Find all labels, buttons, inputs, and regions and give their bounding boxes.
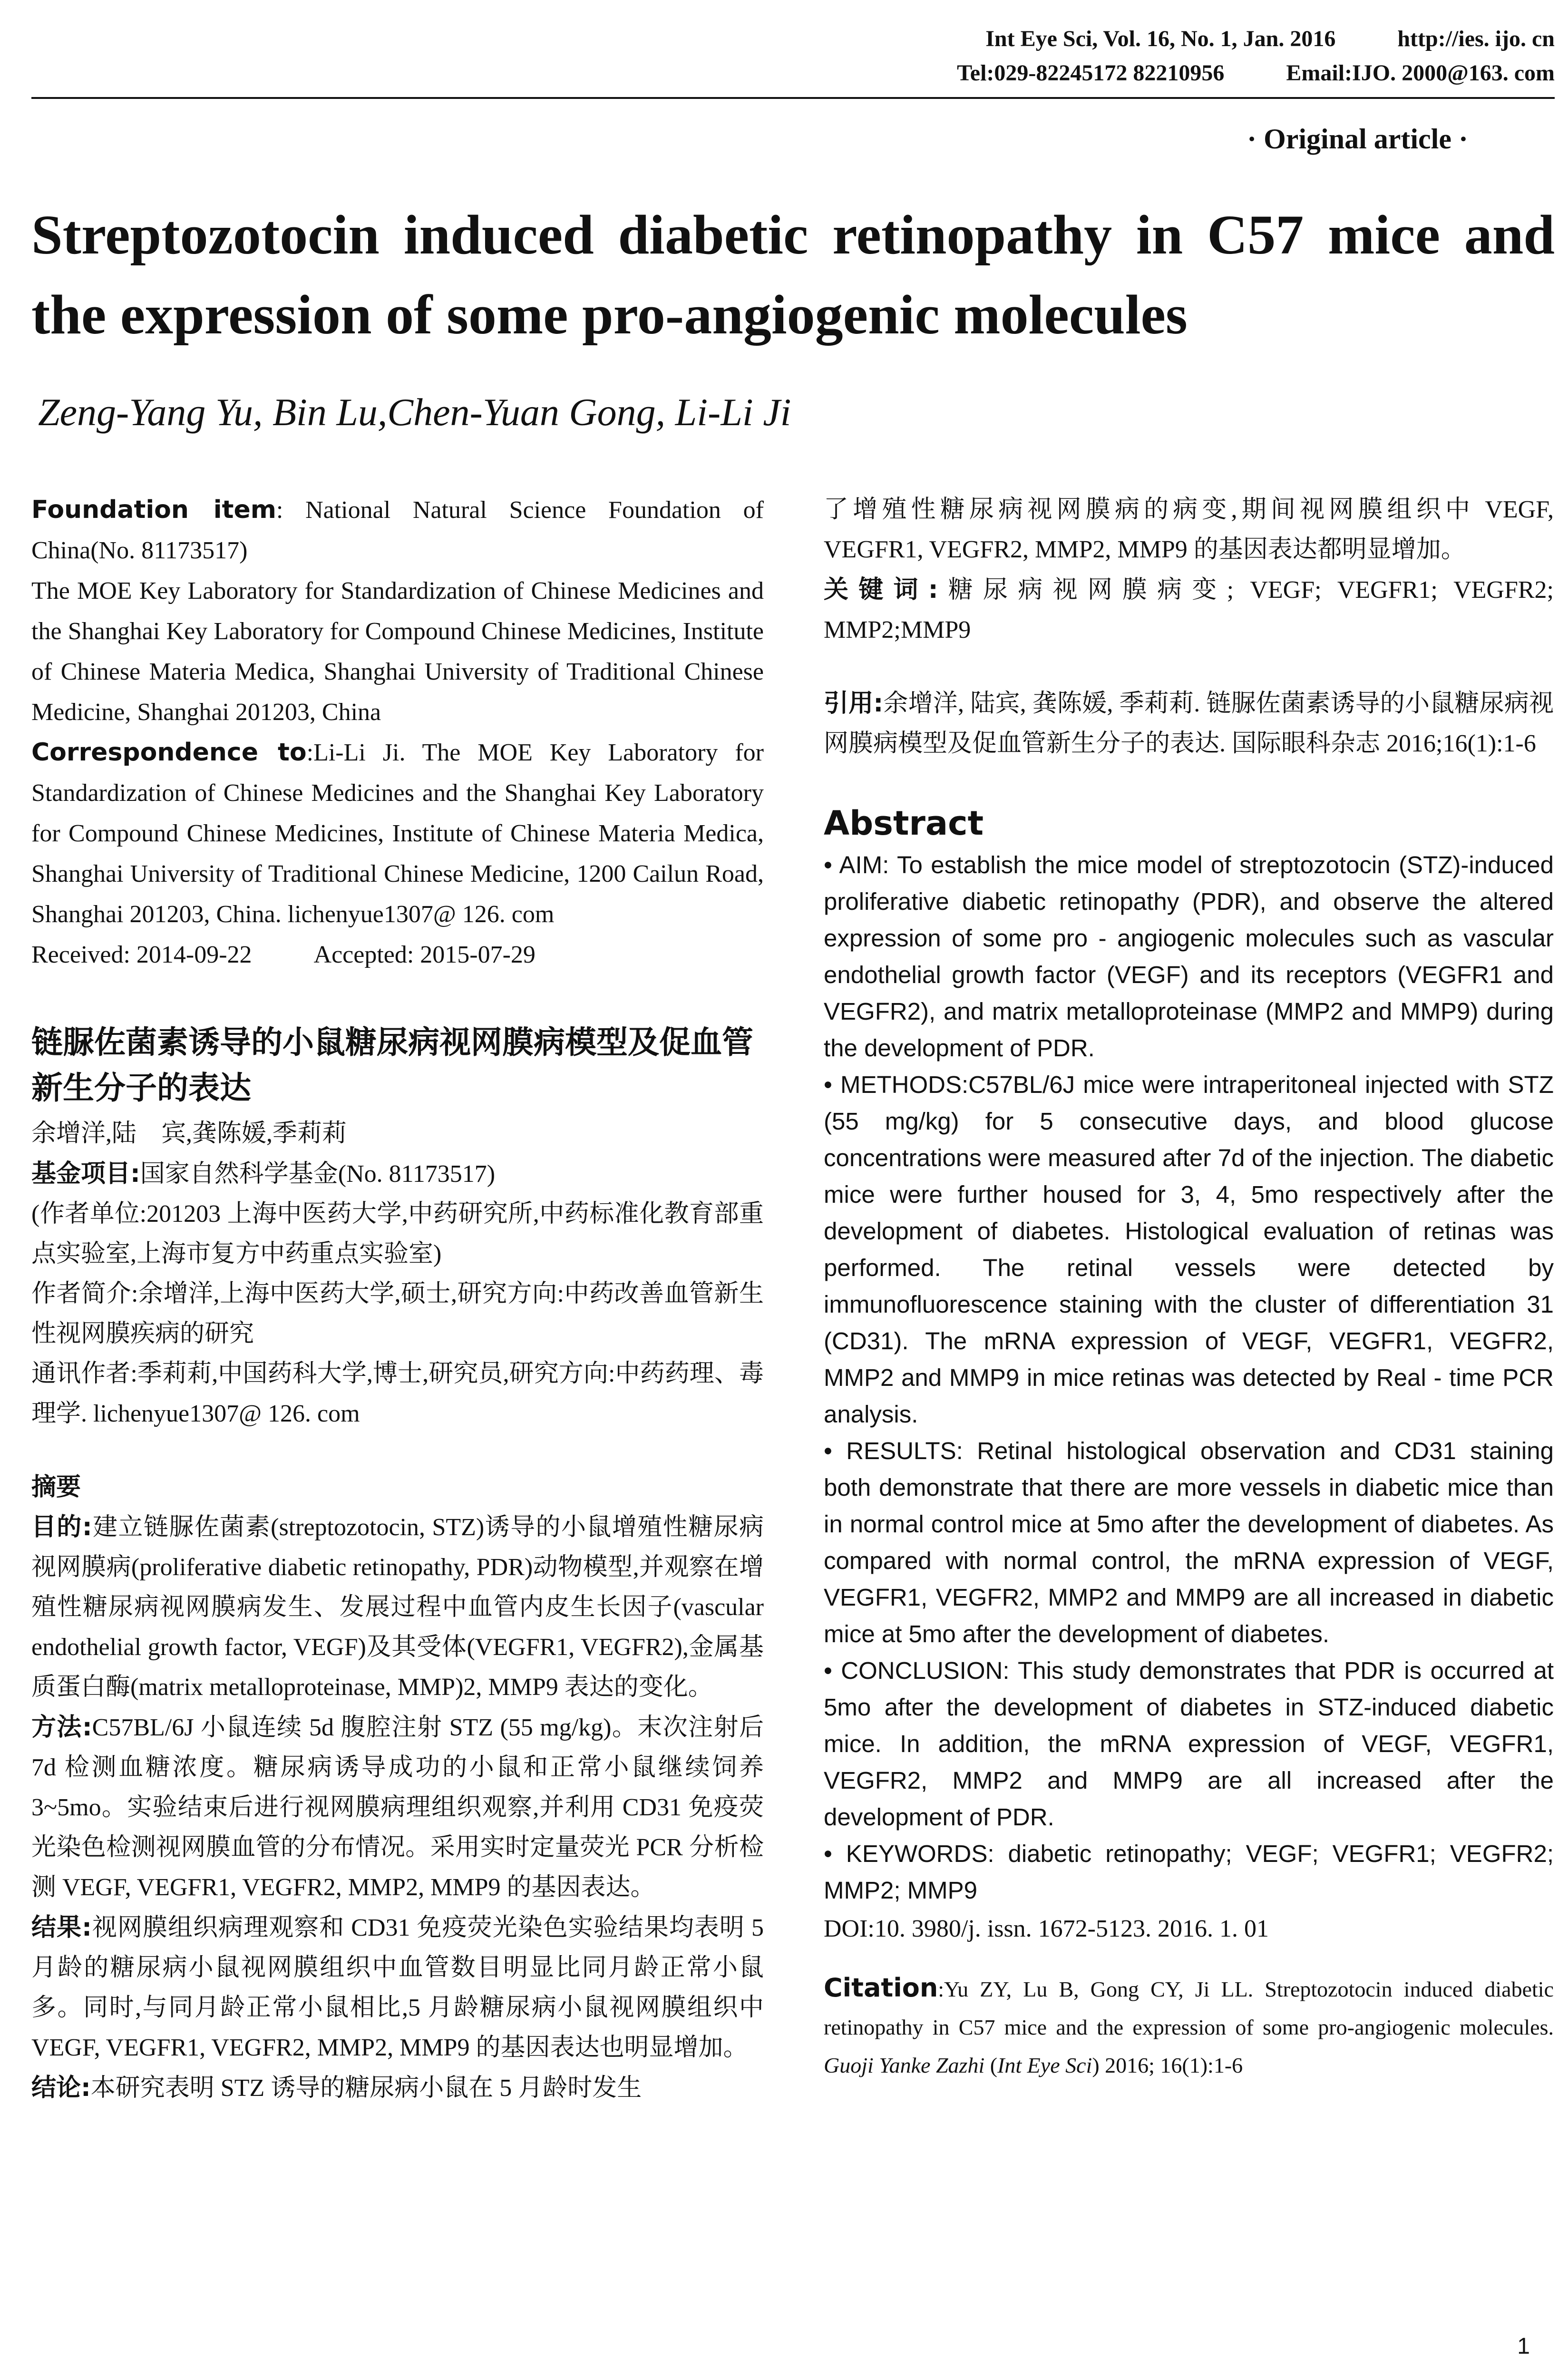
chinese-citation-text: 余增洋, 陆宾, 龚陈媛, 季莉莉. 链脲佐菌素诱导的小鼠糖尿病视网膜病模型及促血管新生分子的表达. 国际眼科杂志 2016;16(1):1-6 [824, 690, 1554, 757]
citation-journal: Guoji Yanke Zazhi [824, 2053, 985, 2077]
header-line-2 [31, 56, 1555, 90]
abstract-results: • RESULTS: Retinal histological observation and CD31 staining both demonstrate that there are more vessels in diabetic mice than in normal control mice at 5mo after the development of diabetes. As compared with normal control, the mRNA expression of VEGF, VEGFR1, VEGFR2, MMP2 and MMP9 are all increased in diabetic mice at 5mo after the development of diabetes. [824, 1437, 1554, 1647]
correspondence-text: :Li-Li Ji. The MOE Key Laboratory for Standardization of Chinese Medicines and the Shanghai Key Laboratory for Compound Chinese Medicines, Institute of Chinese Materia Medica, Shanghai University of Traditional Chinese Medicine, 1200 Cailun Road, Shanghai 201203, China. lichenyue1307@ 126. com [31, 739, 764, 928]
chinese-citation-label: 引用: [824, 689, 884, 718]
paper-title: Streptozotocin induced diabetic retinopathy in C57 mice and the expression of some pro-angiogenic molecules [31, 204, 1555, 346]
left-column [31, 490, 764, 2108]
foundation-text: : National Natural Science Foundation of China(No. 81173517) [31, 497, 764, 564]
chinese-results-text: 视网膜组织病理观察和 CD31 免疫荧光染色实验结果均表明 5 月龄的糖尿病小鼠视网膜组织中血管数目明显比同月龄正常小鼠多。同时,与同月龄正常小鼠相比,5 月龄糖尿病小鼠视网膜组织中 VEGF, VEGFR1, VEGFR2, MMP2, MMP9 的基因表达也明显增加。 [31, 1914, 764, 2061]
chinese-fund-label: 基金项目: [31, 1159, 140, 1188]
chinese-conclusion [31, 2068, 764, 2108]
spacer [824, 1949, 1554, 1969]
chinese-results [31, 1908, 764, 2068]
journal-info: Int Eye Sci, Vol. 16, No. 1, Jan. 2016 [985, 26, 1336, 51]
abstract-methods: • METHODS:C57BL/6J mice were intraperitoneal injected with STZ (55 mg/kg) for 5 consecutive days, and blood glucose concentrations were measured after 7d of the injection. The diabetic mice were further housed for 3, 4, 5mo respectively after the development of diabetes. Histological evaluation of retinas was performed. The retinal vessels were detected by immunofluorescence staining with the cluster of differentiation 31 (CD31). The mRNA expression of VEGF, VEGFR1, VEGFR2, MMP2 and MMP9 in mice retinas was detected by Real - time PCR analysis. [824, 1071, 1554, 1428]
foundation-item [31, 490, 764, 571]
received-date: Received: 2014-09-22 [31, 941, 252, 968]
chinese-results-label: 结果: [31, 1913, 92, 1942]
chinese-abstract-heading: 摘要 [31, 1473, 81, 1501]
citation-text: :Yu ZY, Lu B, Gong CY, Ji LL. Streptozotocin induced diabetic retinopathy in C57 mice and the expression of some pro-angiogenic molecules. [824, 1977, 1554, 2039]
chinese-author-intro: 作者简介:余增洋,上海中医药大学,硕士,研究方向:中药改善血管新生性视网膜疾病的研究 [31, 1280, 764, 1347]
chinese-keywords [824, 570, 1554, 650]
affiliation: The MOE Key Laboratory for Standardization of Chinese Medicines and the Shanghai Key Laboratory for Compound Chinese Medicines, Institute of Chinese Materia Medica, Shanghai University of Traditional Chinese Medicine, Shanghai 201203, China [31, 577, 764, 726]
chinese-methods-label: 方法: [31, 1713, 92, 1742]
chinese-conclusion-text: 本研究表明 STZ 诱导的糖尿病小鼠在 5 月龄时发生 [90, 2075, 642, 2102]
page-number: 1 [1517, 2334, 1530, 2359]
chinese-fund-text: 国家自然科学基金(No. 81173517) [140, 1160, 496, 1188]
chinese-aim [31, 1507, 764, 1707]
foundation-label: Foundation item [31, 496, 276, 524]
spacer [824, 650, 1554, 683]
chinese-keywords-text: 糖尿病视网膜病变; VEGF; VEGFR1; VEGFR2; MMP2;MMP9 [824, 576, 1554, 643]
journal-url[interactable]: http://ies. ijo. cn [1397, 26, 1555, 51]
right-column [824, 490, 1554, 2085]
header-divider [31, 97, 1555, 99]
chinese-citation [824, 683, 1554, 764]
citation-paren: ( [984, 2053, 998, 2077]
citation-label: Citation [824, 1973, 938, 2003]
chinese-conclusion-label: 结论: [31, 2074, 91, 2102]
chinese-affiliation: (作者单位:201203 上海中医药大学,中药研究所,中药标准化教育部重点实验室,上海市复方中药重点实验室) [31, 1200, 764, 1267]
article-type: · Original article · [1247, 123, 1468, 155]
chinese-methods-text: C57BL/6J 小鼠连续 5d 腹腔注射 STZ (55 mg/kg)。末次注射后 7d 检测血糖浓度。糖尿病诱导成功的小鼠和正常小鼠继续饲养 3~5mo。实验结束后进行视网膜病理组织观察,并利用 CD31 免疫荧光染色检测视网膜血管的分布情况。采用实时定量荧光 PCR 分析检测 VEGF, VEGFR1, VEGFR2, MMP2, MMP9 的基因表达。 [31, 1714, 764, 1901]
chinese-authors: 余增洋,陆 宾,龚陈媛,季莉莉 [31, 1120, 347, 1147]
abstract-aim: • AIM: To establish the mice model of streptozotocin (STZ)-induced proliferative diabetic retinopathy (PDR), and observe the altered expression of some pro - angiogenic molecules such as vascular endothelial growth factor (VEGF) and its receptors (VEGFR1 and VEGFR2), and matrix metalloproteinase (MMP2 and MMP9) during the development of PDR. [824, 851, 1554, 1062]
citation-tail: ) 2016; 16(1):1-6 [1092, 2053, 1243, 2077]
chinese-title: 链脲佐菌素诱导的小鼠糖尿病视网膜病模型及促血管新生分子的表达 [31, 1024, 753, 1106]
abstract-heading: Abstract [824, 804, 984, 843]
header-line-1 [31, 22, 1555, 56]
abstract-keywords: • KEYWORDS: diabetic retinopathy; VEGF; VEGFR1; VEGFR2; MMP2; MMP9 [824, 1840, 1554, 1904]
journal-email[interactable]: Email:IJO. 2000@163. com [1286, 60, 1555, 86]
received-accepted [31, 935, 764, 975]
citation [824, 1969, 1554, 2085]
chinese-corresponding: 通讯作者:季莉莉,中国药科大学,博士,研究员,研究方向:中药药理、毒理学. lichenyue1307@ 126. com [31, 1360, 764, 1427]
chinese-aim-label: 目的: [31, 1513, 92, 1541]
chinese-conclusion-continued: 了增殖性糖尿病视网膜病的病变,期间视网膜组织中 VEGF, VEGFR1, VEGFR2, MMP2, MMP9 的基因表达都明显增加。 [824, 496, 1554, 563]
chinese-methods [31, 1707, 764, 1908]
accepted-date: Accepted: 2015-07-29 [313, 941, 536, 968]
correspondence-label: Correspondence to [31, 738, 307, 767]
abstract-conclusion: • CONCLUSION: This study demonstrates that PDR is occurred at 5mo after the development of diabetes in STZ-induced diabetic mice. In addition, the mRNA expression of VEGF, VEGFR1, VEGFR2, MMP2 and MMP9 are all increased after the development of PDR. [824, 1657, 1554, 1831]
citation-journal-en: Int Eye Sci [997, 2053, 1092, 2077]
correspondence [31, 732, 764, 935]
chinese-keywords-label: 关键词: [824, 575, 938, 604]
chinese-aim-text: 建立链脲佐菌素(streptozotocin, STZ)诱导的小鼠增殖性糖尿病视网膜病(proliferative diabetic retinopathy, PDR)动物模型,并观察在增殖性糖尿病视网膜病发生、发展过程中血管内皮生长因子(vascular endothelial growth factor, VEGF)及其受体(VEGFR1, VEGFR2),金属基质蛋白酶(matrix metalloproteinase, MMP)2, MMP9 表达的变化。 [31, 1514, 764, 1701]
doi[interactable]: DOI:10. 3980/j. issn. 1672-5123. 2016. 1. 01 [824, 1915, 1269, 1942]
chinese-fund [31, 1154, 764, 1194]
running-header [31, 22, 1555, 90]
journal-tel: Tel:029-82245172 82210956 [957, 60, 1225, 86]
spacer [31, 1434, 764, 1467]
paper-authors: Zeng-Yang Yu, Bin Lu,Chen-Yuan Gong, Li-Li Ji [38, 390, 791, 434]
